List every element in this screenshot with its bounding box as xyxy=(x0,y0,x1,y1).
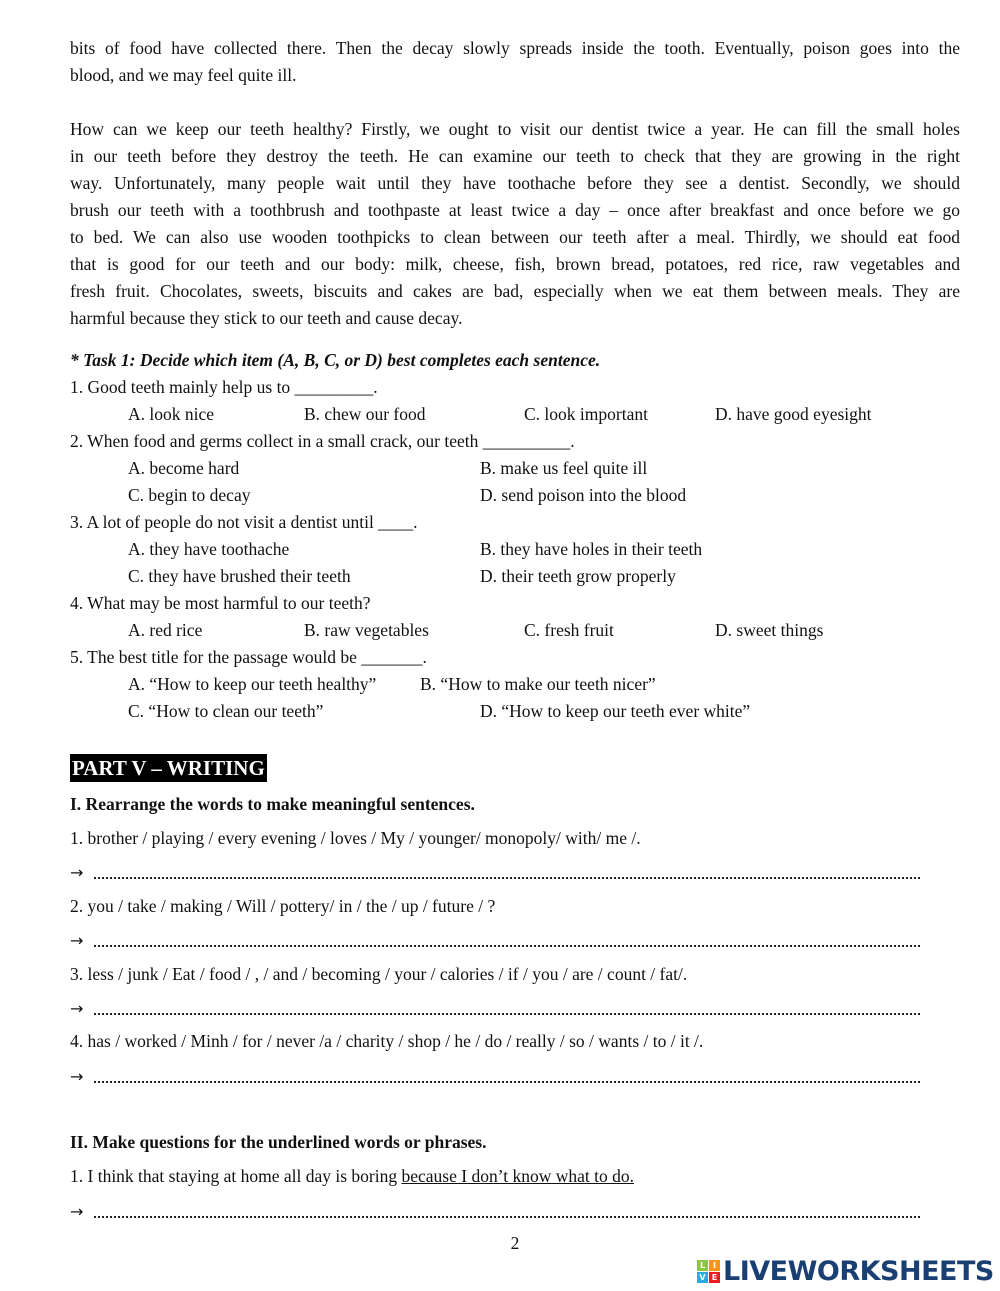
rearrange-item: 2. you / take / making / Will / pottery/ in / the / up / future / ? xyxy=(70,896,496,916)
question: 4. What may be most harmful to our teeth? xyxy=(70,593,371,613)
question: 2. When food and germs collect in a small crack, our teeth __________. xyxy=(70,431,575,451)
passage-line: that is good for our teeth and our body: milk, cheese, fish, brown bread, potatoes, red rice, raw vegetables and xyxy=(70,254,960,274)
logo-tiles xyxy=(697,1260,720,1283)
question-text: 1. I think that staying at home all day is boring xyxy=(70,1166,402,1186)
option-d[interactable]: D. “How to keep our teeth ever white” xyxy=(480,701,751,721)
option-b[interactable]: B. raw vegetables xyxy=(304,620,429,640)
task1-heading: * Task 1: Decide which item (A, B, C, or D) best completes each sentence. xyxy=(70,350,601,370)
answer-line[interactable] xyxy=(70,1198,920,1225)
logo-tile: I xyxy=(709,1260,720,1271)
passage-line: to bed. We can also use wooden toothpicks to clean between our teeth after a meal. Thirdly, we should eat food xyxy=(70,227,960,247)
logo-tile: E xyxy=(709,1272,720,1283)
passage-line: way. Unfortunately, many people wait until they have toothache before they see a dentist. Secondly, we should xyxy=(70,173,960,193)
rearrange-item: 3. less / junk / Eat / food / , / and / becoming / your / calories / if / you / are / count / fat/. xyxy=(70,964,688,984)
answer-line[interactable] xyxy=(70,1063,920,1090)
liveworksheets-logo xyxy=(697,1256,994,1287)
option-b[interactable]: B. make us feel quite ill xyxy=(480,458,648,478)
option-c[interactable]: C. “How to clean our teeth” xyxy=(128,701,324,721)
option-b[interactable]: B. they have holes in their teeth xyxy=(480,539,703,559)
part-title: PART V – WRITING xyxy=(72,756,265,780)
arrow-icon: → xyxy=(70,863,84,882)
section-heading: II. Make questions for the underlined words or phrases. xyxy=(70,1132,487,1152)
option-c[interactable]: C. begin to decay xyxy=(128,485,251,505)
rearrange-item: 1. brother / playing / every evening / loves / My / younger/ monopoly/ with/ me /. xyxy=(70,828,641,848)
option-c[interactable]: C. look important xyxy=(524,404,648,424)
option-c[interactable]: C. fresh fruit xyxy=(524,620,614,640)
passage-line: bits of food have collected there. Then the decay slowly spreads inside the tooth. Eventually, poison goes into the xyxy=(70,38,960,58)
option-c[interactable]: C. they have brushed their teeth xyxy=(128,566,351,586)
arrow-icon: → xyxy=(70,1067,84,1086)
page-number: 2 xyxy=(510,1233,520,1253)
answer-line[interactable] xyxy=(70,995,920,1022)
option-a[interactable]: A. they have toothache xyxy=(128,539,290,559)
passage-line: How can we keep our teeth healthy? Firstly, we ought to visit our dentist twice a year. He can fill the small holes xyxy=(70,119,960,139)
rearrange-item: 4. has / worked / Minh / for / never /a / charity / shop / he / do / really / so / wants / to / it /. xyxy=(70,1031,704,1051)
question-item xyxy=(70,1163,960,1190)
question: 3. A lot of people do not visit a dentist until ____. xyxy=(70,512,418,532)
arrow-icon: → xyxy=(70,931,84,950)
passage-line: fresh fruit. Chocolates, sweets, biscuits and cakes are bad, especially when we eat them between meals. They are xyxy=(70,281,960,301)
option-b[interactable]: B. “How to make our teeth nicer” xyxy=(420,674,656,694)
section-heading: I. Rearrange the words to make meaningful sentences. xyxy=(70,794,475,814)
answer-line[interactable] xyxy=(70,859,920,886)
arrow-icon: → xyxy=(70,999,84,1018)
arrow-icon: → xyxy=(70,1202,84,1221)
option-b[interactable]: B. chew our food xyxy=(304,404,426,424)
option-d[interactable]: D. have good eyesight xyxy=(715,404,872,424)
question: 5. The best title for the passage would be _______. xyxy=(70,647,427,667)
logo-text: LIVEWORKSHEETS xyxy=(723,1256,994,1287)
option-d[interactable]: D. their teeth grow properly xyxy=(480,566,676,586)
option-a[interactable]: A. look nice xyxy=(128,404,215,424)
option-a[interactable]: A. “How to keep our teeth healthy” xyxy=(128,674,377,694)
logo-tile: L xyxy=(697,1260,708,1271)
passage-line: in our teeth before they destroy the teeth. He can examine our teeth to check that they are growing in the right xyxy=(70,146,960,166)
logo-tile: V xyxy=(697,1272,708,1283)
underlined-phrase: because I don’t know what to do. xyxy=(401,1166,634,1186)
option-d[interactable]: D. sweet things xyxy=(715,620,824,640)
option-a[interactable]: A. become hard xyxy=(128,458,240,478)
passage-line: harmful because they stick to our teeth and cause decay. xyxy=(70,308,463,328)
answer-line[interactable] xyxy=(70,927,920,954)
option-a[interactable]: A. red rice xyxy=(128,620,203,640)
passage-line: brush our teeth with a toothbrush and toothpaste at least twice a day – once after breakfast and once before we go xyxy=(70,200,960,220)
question: 1. Good teeth mainly help us to _________. xyxy=(70,377,378,397)
passage-line: blood, and we may feel quite ill. xyxy=(70,65,297,85)
option-d[interactable]: D. send poison into the blood xyxy=(480,485,687,505)
